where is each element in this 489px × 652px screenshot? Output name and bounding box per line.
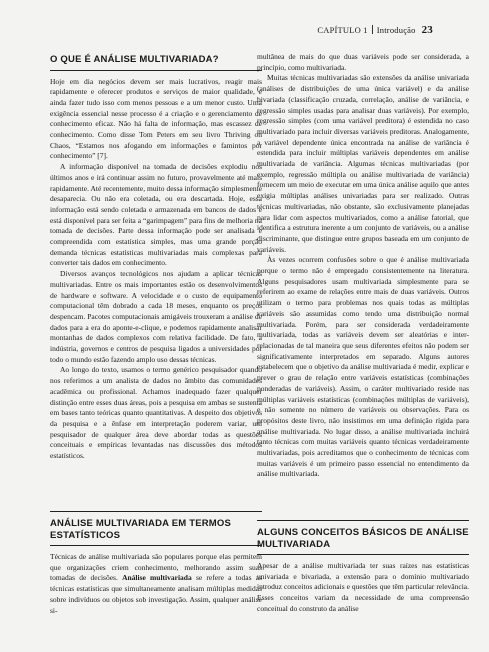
section-statistical-terms-continued (257, 52, 469, 480)
section-label: Introdução (376, 25, 416, 35)
section-title: ANÁLISE MULTIVARIADA EM TERMOS ESTATÍSTICOS (50, 511, 262, 546)
page-number: 23 (421, 24, 433, 36)
paragraph: Muitas técnicas multivariadas são extensões da análise univariada (análises de distribuições de uma única variável) e da análise bivariada (classificação cruzada, correlação, análise de variância, e regressão simples usadas para analisar duas variáveis). Por exemplo, regressão simples (com uma variável preditora) é estendida no caso multivariado para incluir diversas variáveis preditoras. Analogamente, a variável dependente única encontrada na análise de variância é estendida para incluir múltiplas variáveis dependentes em análise multivariada de variância. Algumas técnicas multivariadas (por exemplo, regressão múltipla ou análise multivariada de variância) fornecem um meio de executar em uma única análise aquilo que antes exigia múltiplas análises univariadas para ser realizado. Outras técnicas multivariadas, não obstante, são exclusivamente planejadas para lidar com aspectos multivariados, como a análise fatorial, que identifica a estrutura inerente a um conjunto de variáveis, ou a análise discriminante, que distingue entre grupos baseada em um conjunto de variáveis. (257, 73, 469, 254)
section-statistical-terms (50, 511, 262, 616)
paragraph: Ao longo do texto, usamos o termo genérico pesquisador quando nos referimos a um analista de dados no âmbito das comunidades acadêmica ou profissional. Achamos inadequado fazer qualquer distinção entre esses duas áreas, pois a pesquisa em ambas se sustenta em bases tanto teóricas quanto quantitativas. A despeito dos objetivos da pesquisa e a ênfase em interpretação poderem variar, um pesquisador de qualquer área deve abordar todas as questões conceituais e empíricas levantadas nas discussões dos métodos estatísticos. (50, 365, 262, 461)
paragraph: multânea de mais do que duas variáveis pode ser considerada, a princípio, como multivariada. (257, 52, 469, 72)
section-what-is (50, 54, 262, 462)
paragraph-text: Técnicas de análise multivariada são populares porque elas permitem que organizações criem conhecimento, melhorando assim suas tomadas de decisões. (50, 552, 262, 583)
paragraph: Hoje em dia negócios devem ser mais lucrativos, reagir mais rapidamente e oferecer produtos e serviços de maior qualidade, e ainda fazer tudo isso com menos pessoas e a um menor custo. Uma exigência essencial nesse processo é a criação e o gerenciamento de conhecimento eficaz. Não há falta de informação, mas escassez de conhecimento. Como disse Tom Peters em seu livro Thriving on Chaos, “Estamos nos afogando em informações e famintos por conhecimento” [7]. (50, 76, 262, 161)
chapter-label: CAPÍTULO 1 (317, 25, 368, 35)
header-divider (372, 25, 373, 34)
running-header (317, 24, 433, 36)
section-title: O QUE É ANÁLISE MULTIVARIADA? (50, 54, 262, 71)
section-title: ALGUNS CONCEITOS BÁSICOS DE ANÁLISE MULTIVARIADA (257, 520, 469, 555)
paragraph: A informação disponível na tomada de decisões explodiu nos últimos anos e irá continuar assim no futuro, provavelmente até mais rapidamente. Até recentemente, muito dessa informação simplesmente desaparecia. Ou não era coletada, ou era descartada. Hoje, essa informação está sendo coletada e armazenada em bancos de dados e está disponível para ser feita a “garimpagem” para fins de melhoria na tomada de decisões. Parte dessa informação pode ser analisada e compreendida com estatística simples, mas uma grande porção demanda técnicas estatísticas multivariadas mais complexas para converter tais dados em conhecimento. (50, 162, 262, 268)
paragraph: Diversos avanços tecnológicos nos ajudam a aplicar técnicas multivariadas. Entre os mais importantes estão os desenvolvimentos de hardware e software. A velocidade e o custo de equipamento computacional têm dobrado a cada 18 meses, enquanto os preços despencam. Pacotes computacionais amigáveis trouxeram a análise de dados para a era do aponte-e-clique, e podemos rapidamente analisar montanhas de dados complexos com relativa facilidade. De fato, a indústria, governos e centros de pesquisa ligados a universidades por todo o mundo estão fazendo amplo uso dessas técnicas. (50, 269, 262, 364)
section-basic-concepts (257, 520, 469, 615)
paragraph: Às vezes ocorrem confusões sobre o que é análise multivariada porque o termo não é empregado consistentemente na literatura. Alguns pesquisadores usam multivariada simplesmente para se referirem ao exame de relações entre mais de duas variáveis. Outros utilizam o termo para problemas nos quais todas as múltiplas variáveis são assumidas como tendo uma distribuição normal multivariada. Porém, para ser considerada verdadeiramente multivariada, todas as variáveis devem ser aleatórias e inter-relacionadas de tal maneira que seus diferentes efeitos não podem ser significativamente interpretados em separado. Alguns autores estabelecem que o objetivo da análise multivariada é medir, explicar e prever o grau de relação entre variáveis estatísticas (combinações ponderadas de variáveis). Assim, o caráter multivariado reside nas múltiplas variáveis estatísticas (combinações múltiplas de variáveis), e não somente no número de variáveis ou observações. Para os propósitos deste livro, não insistimos em uma definição rígida para análise multivariada. No lugar disso, a análise multivariada incluirá tanto técnicas com muitas variáveis quanto técnicas verdadeiramente multivariadas, pois acreditamos que o conhecimento de técnicas com muitas variáveis é um primeiro passo essencial no entendimento da análise multivariada. (257, 255, 469, 479)
paragraph (50, 552, 262, 616)
key-term: Análise multivariada (122, 573, 192, 583)
paragraph-text: se refere a todas as técnicas estatísticas que simultaneamente analisam múltiplas medidas sobre indivíduos ou objetos sob investigação. Assim, qualquer análise si- (50, 573, 263, 615)
paragraph: Apesar de a análise multivariada ter suas raízes nas estatísticas univariada e bivariada, a extensão para o domínio multivariado introduz conceitos adicionais e questões que têm particular relevância. Esses conceitos variam da necessidade de uma compreensão conceitual do construto da análise (257, 561, 469, 613)
